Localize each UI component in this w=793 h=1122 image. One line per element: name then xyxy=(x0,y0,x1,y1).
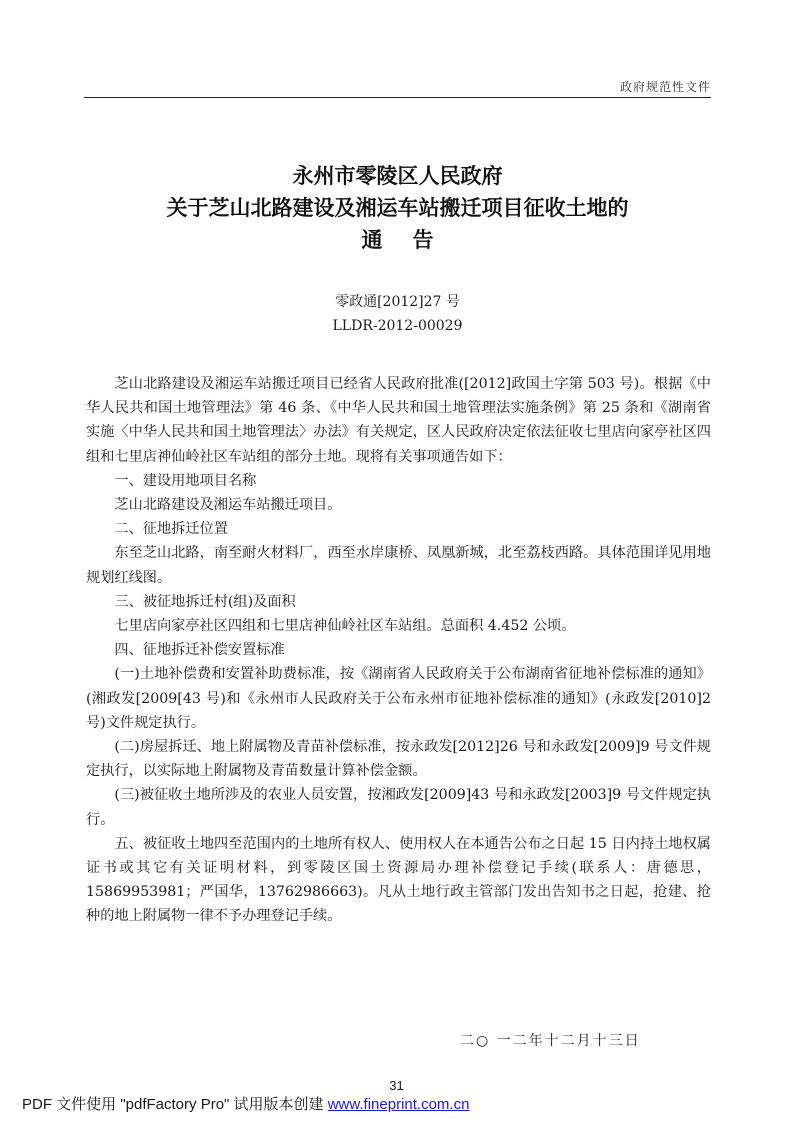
body-paragraph: 四、征地拆迁补偿安置标准 xyxy=(114,642,285,659)
document-code-line: LLDR-2012-00029 xyxy=(332,318,463,334)
title-line-notice: 通告 xyxy=(361,228,464,252)
body-paragraph: 二、征地拆迁位置 xyxy=(114,521,228,538)
page-number: 31 xyxy=(389,1078,404,1093)
document-number xyxy=(84,290,711,338)
title-line-issuer: 永州市零陵区人民政府 xyxy=(292,164,503,188)
body-paragraph: 东至芝山北路，南至耐火材料厂，西至水岸康桥、凤凰新城，北至荔枝西路。具体范围详见用地规划红线图。 xyxy=(86,545,711,586)
pdf-footer xyxy=(22,1093,469,1114)
body-paragraph: 三、被征地拆迁村(组)及面积 xyxy=(114,593,296,610)
document-number-line: 零政通[2012]27 号 xyxy=(335,294,460,310)
body-paragraph: (二)房屋拆迁、地上附属物及青苗补偿标准，按永政发[2012]26 号和永政发[2009]9 号文件规定执行，以实际地上附属物及青苗数量计算补偿金额。 xyxy=(86,739,711,780)
document-body xyxy=(86,372,711,929)
header-label: 政府规范性文件 xyxy=(619,80,711,94)
issue-date: 二○ 一二年十二月十三日 xyxy=(460,1033,641,1049)
body-paragraph: 一、建设用地项目名称 xyxy=(114,472,257,489)
body-paragraph: 七里店向家亭社区四组和七里店神仙岭社区车站组。总面积 4.452 公顷。 xyxy=(114,618,576,635)
pdf-footer-text: PDF 文件使用 "pdfFactory Pro" 试用版本创建 xyxy=(22,1096,328,1113)
body-paragraph: 芝山北路建设及湘运车站搬迁项目。 xyxy=(114,497,342,514)
header-divider xyxy=(84,97,711,98)
body-paragraph: 芝山北路建设及湘运车站搬迁项目已经省人民政府批准([2012]政国土字第 503 号)。根据《中华人民共和国土地管理法》第 46 条、《中华人民共和国土地管理法实施条例》第 25 条和《湖南省实施〈中华人民共和国土地管理法〉办法》有关规定，区人民政府决定依法征收七里店向家亭社区四组和七里店神仙岭社区车站组的部分土地。现将有关事项通告如下： xyxy=(86,376,711,465)
title-line-subject: 关于芝山北路建设及湘运车站搬迁项目征收土地的 xyxy=(166,196,629,220)
body-paragraph: 五、被征收土地四至范围内的土地所有权人、使用权人在本通告公布之日起 15 日内持土地权属证书或其它有关证明材料，到零陵区国土资源局办理补偿登记手续(联系人：唐德思，15869953981；严国华，13762986663)。凡从土地行政主管部门发出告知书之日起，抢建、抢种的地上附属物一律不予办理登记手续。 xyxy=(86,835,711,925)
body-paragraph: (一)土地补偿费和安置补助费标准，按《湖南省人民政府关于公布湖南省征地补偿标准的通知》(湘政发[2009[43 号)和《永州市人民政府关于公布永州市征地补偿标准的通知》(永政发[2010]2 号)文件规定执行。 xyxy=(86,666,711,731)
document-title xyxy=(84,160,711,256)
body-paragraph: (三)被征收土地所涉及的农业人员安置，按湘政发[2009]43 号和永政发[2003]9 号文件规定执行。 xyxy=(86,787,711,828)
fineprint-link[interactable]: www.fineprint.com.cn xyxy=(327,1096,470,1113)
